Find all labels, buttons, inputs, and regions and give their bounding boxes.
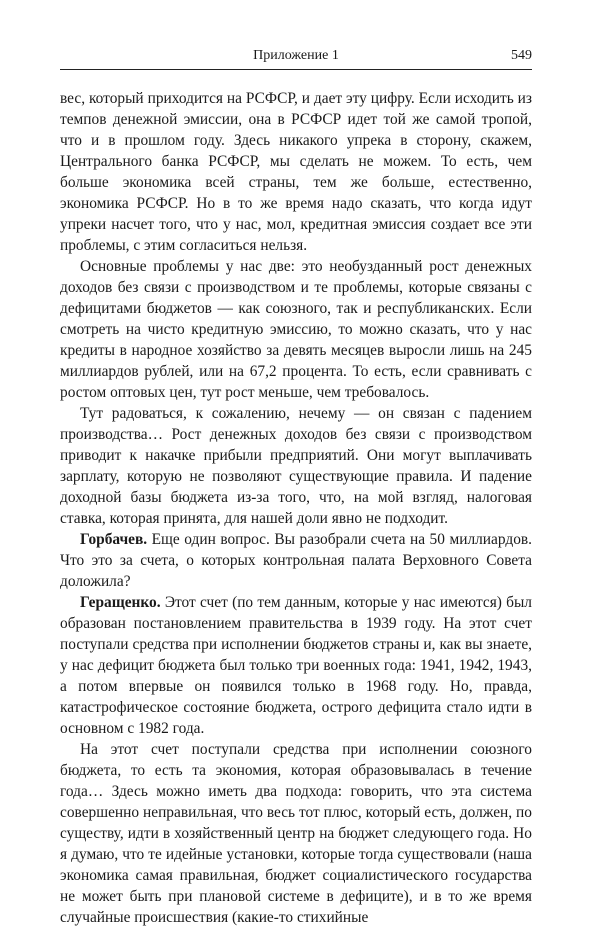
- paragraph-3: Тут радоваться, к сожалению, нечему — он связан с падением производства… Рост денежных доходов без связи с производством приводит к накачке прибыли предприятий. Они могут выплачивать зарплату, которую не позволяют существующие правила. И падение доходной базы бюджета из-за того, что, на мой взгляд, налоговая ставка, которая принята, для нашей доли явно не подходит.: [60, 405, 532, 527]
- paragraph-1: вес, который приходится на РСФСР, и дает эту цифру. Если исходить из темпов денежной эмиссии, она в РСФСР идет той же самой тропой, что и в прошлом году. Здесь никакого упрека в сторону, скажем, Центрального банка РСФСР, мы сделать не можем. То есть, чем больше экономика всей страны, тем же больше, естественно, экономика РСФСР. Но в то же время надо сказать, что когда идут упреки насчет того, что у нас, мол, кредитная эмиссия создает все эти проблемы, с этим согласиться нельзя.: [60, 90, 532, 254]
- paragraph-5: [60, 592, 532, 739]
- paragraph-6: На этот счет поступали средства при исполнении союзного бюджета, то есть та экономия, которая образовывалась в течение года… Здесь можно иметь два подхода: говорить, что эта система совершенно неправильная, что весь тот плюс, который есть, должен, по существу, идти в хозяйственный центр на бюджет следующего года. Но я думаю, что те идейные установки, которые тогда существовали (наша экономика самая правильная, бюджет социалистического государства не может быть при плановой системе в дефиците), и в то же время случайные происшествия (какие-то стихийные: [60, 741, 532, 926]
- paragraph-2: Основные проблемы у нас две: это необузданный рост денежных доходов без связи с производством и те проблемы, которые связаны с дефицитами бюджетов — как союзного, так и республиканских. Если смотреть на чисто кредитную эмиссию, то можно сказать, что у нас кредиты в народное хозяйство за девять месяцев выросли лишь на 245 миллиардов рублей, или на 67,2 процента. То есть, если сравнивать с ростом оптовых цен, тут рост меньше, чем требовалось.: [60, 258, 532, 401]
- running-title: Приложение 1: [253, 48, 339, 63]
- paragraph-text: Этот счет (по тем данным, которые у нас имеются) был образован постановлением правительства в 1939 году. На этот счет поступали средства при исполнении бюджетов страны и, как вы знаете, у нас дефицит бюджета был только три военных года: 1941, 1942, 1943, а потом впервые он появился только в 1968 году. Но, правда, катастрофическое состояние бюджета, острого дефицита стало идти в основном с 1982 года.: [60, 594, 532, 737]
- paragraph-text: Еще один вопрос. Вы разобрали счета на 50 миллиардов. Что это за счета, о которых контрольная палата Верховного Совета доложила?: [60, 531, 532, 590]
- running-head: [60, 46, 532, 66]
- page-number: 549: [511, 48, 532, 63]
- speaker-name: Горбачев.: [80, 531, 148, 548]
- header-rule: [60, 69, 532, 70]
- body-text: [60, 88, 532, 928]
- paragraph-4: [60, 529, 532, 592]
- book-page: [60, 0, 532, 926]
- speaker-name: Геращенко.: [80, 594, 161, 611]
